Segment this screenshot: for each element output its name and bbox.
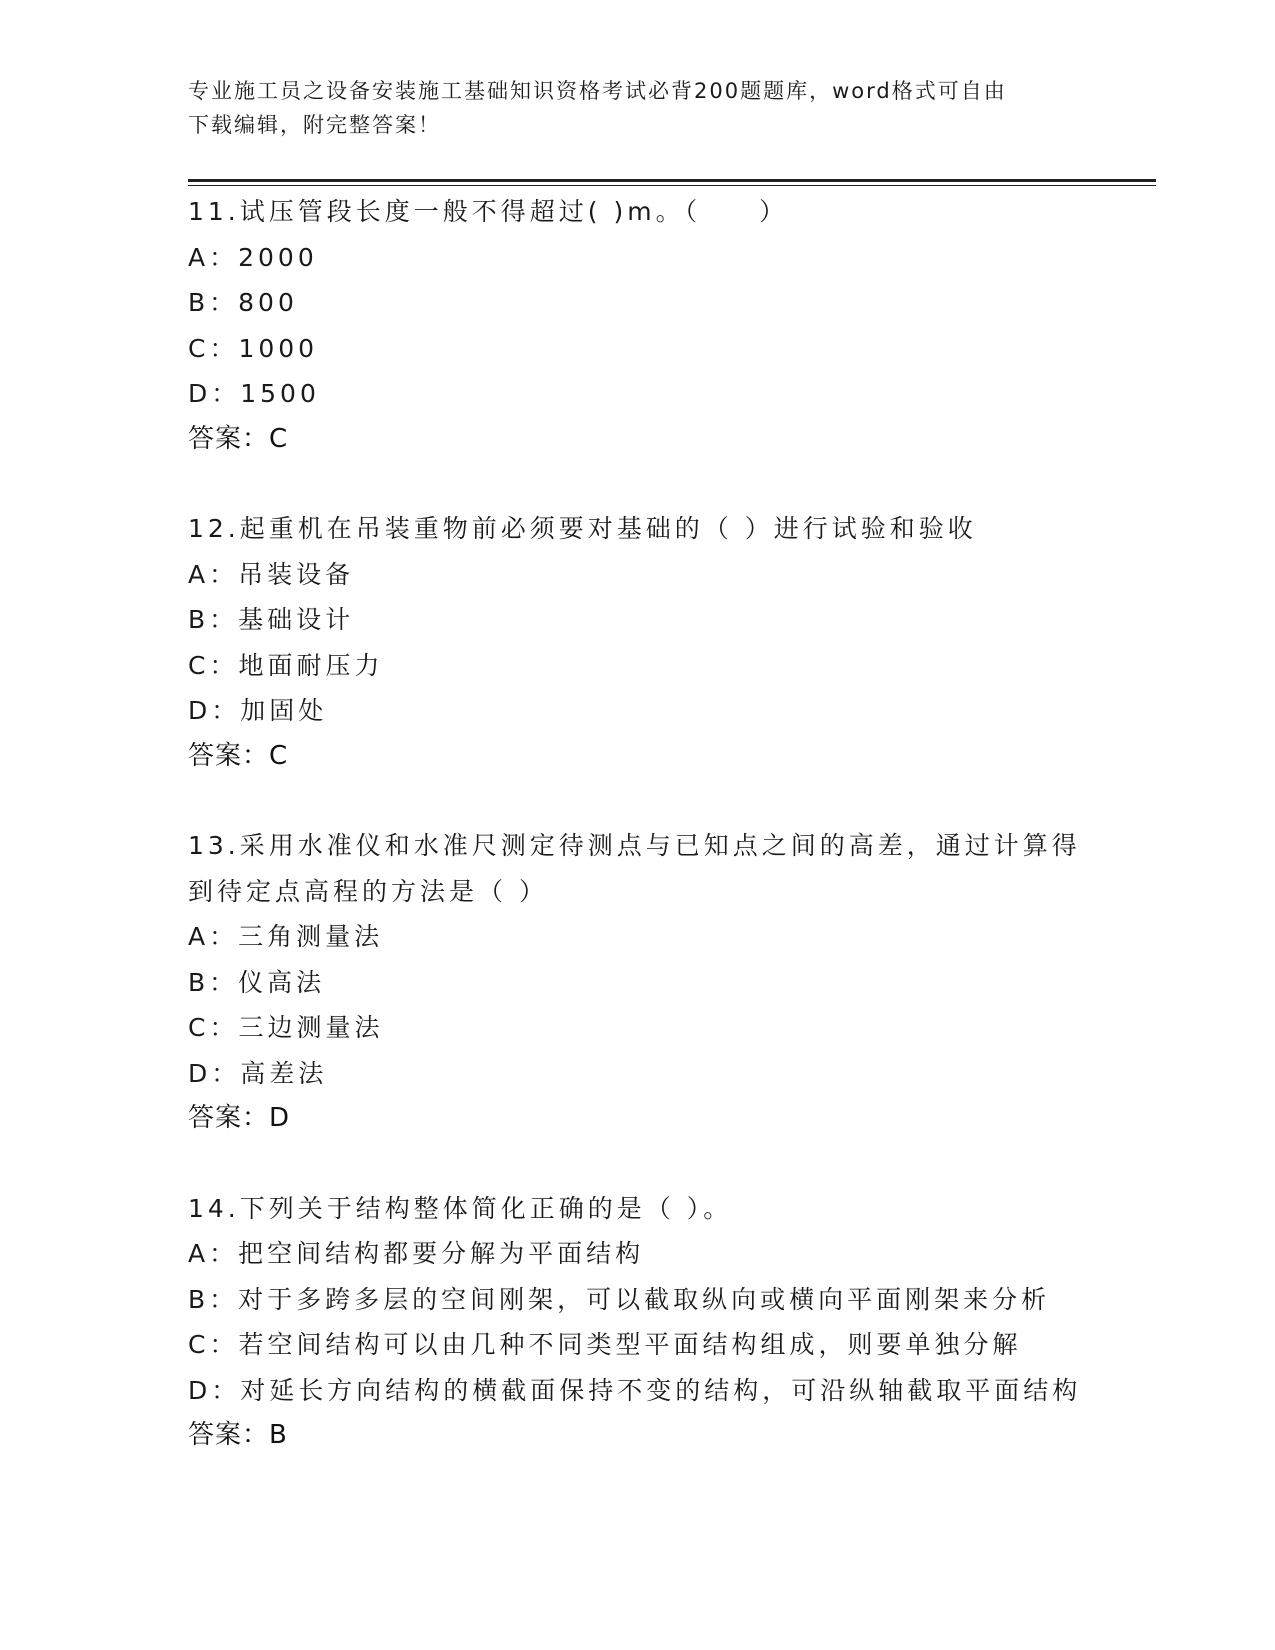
option-d: D：加固处: [188, 696, 328, 725]
question-stem: 14.下列关于结构整体简化正确的是（ ）。: [188, 1193, 733, 1223]
option-d: D：对延长方向结构的横截面保持不变的结构，可沿纵轴截取平面结构: [188, 1375, 1082, 1405]
option-d: D：1500: [188, 379, 320, 408]
header-rule-thin: [188, 185, 1156, 186]
option-a: A：吊装设备: [188, 559, 355, 589]
header-line-1: 专业施工员之设备安装施工基础知识资格考试必背200题题库，word格式可自由: [188, 79, 1007, 103]
option-c: C：1000: [188, 333, 319, 363]
question-gap: [188, 779, 1158, 823]
answer: 答案：B: [188, 1420, 288, 1450]
question-11: [188, 189, 1158, 462]
header-rule-thick: [188, 179, 1156, 182]
answer: 答案：C: [188, 740, 289, 771]
question-stem: 12.起重机在吊装重物前必须要对基础的（ ）进行试验和验收: [188, 514, 977, 543]
document-header: [188, 74, 1088, 142]
option-b: B：800: [188, 288, 298, 317]
question-gap: [188, 1142, 1158, 1186]
option-c: C：若空间结构可以由几种不同类型平面结构组成，则要单独分解: [188, 1330, 1022, 1359]
question-14: [188, 1186, 1158, 1459]
header-line-2: 下载编辑，附完整答案！: [188, 113, 441, 137]
question-stem-line-1: 13.采用水准仪和水准尺测定待测点与已知点之间的高差，通过计算得: [188, 831, 1081, 860]
answer: 答案：D: [188, 1103, 291, 1133]
question-list: [188, 189, 1158, 1459]
option-b: B：对于多跨多层的空间刚架，可以截取纵向或横向平面刚架来分析: [188, 1284, 1051, 1314]
question-stem-line-2: 到待定点高程的方法是（ ）: [188, 876, 548, 906]
option-a: A：把空间结构都要分解为平面结构: [188, 1239, 645, 1268]
question-gap: [188, 462, 1158, 506]
option-d: D：高差法: [188, 1058, 328, 1088]
question-13: [188, 823, 1158, 1142]
option-b: B：基础设计: [188, 605, 355, 634]
option-a: A：2000: [188, 242, 318, 272]
answer: 答案：C: [188, 423, 289, 454]
question-stem: 11.试压管段长度一般不得超过( )m。（ ）: [188, 197, 789, 226]
option-c: C：三边测量法: [188, 1013, 384, 1042]
option-c: C：地面耐压力: [188, 650, 384, 680]
option-a: A：三角测量法: [188, 922, 384, 951]
option-b: B：仪高法: [188, 967, 326, 997]
question-12: [188, 506, 1158, 779]
